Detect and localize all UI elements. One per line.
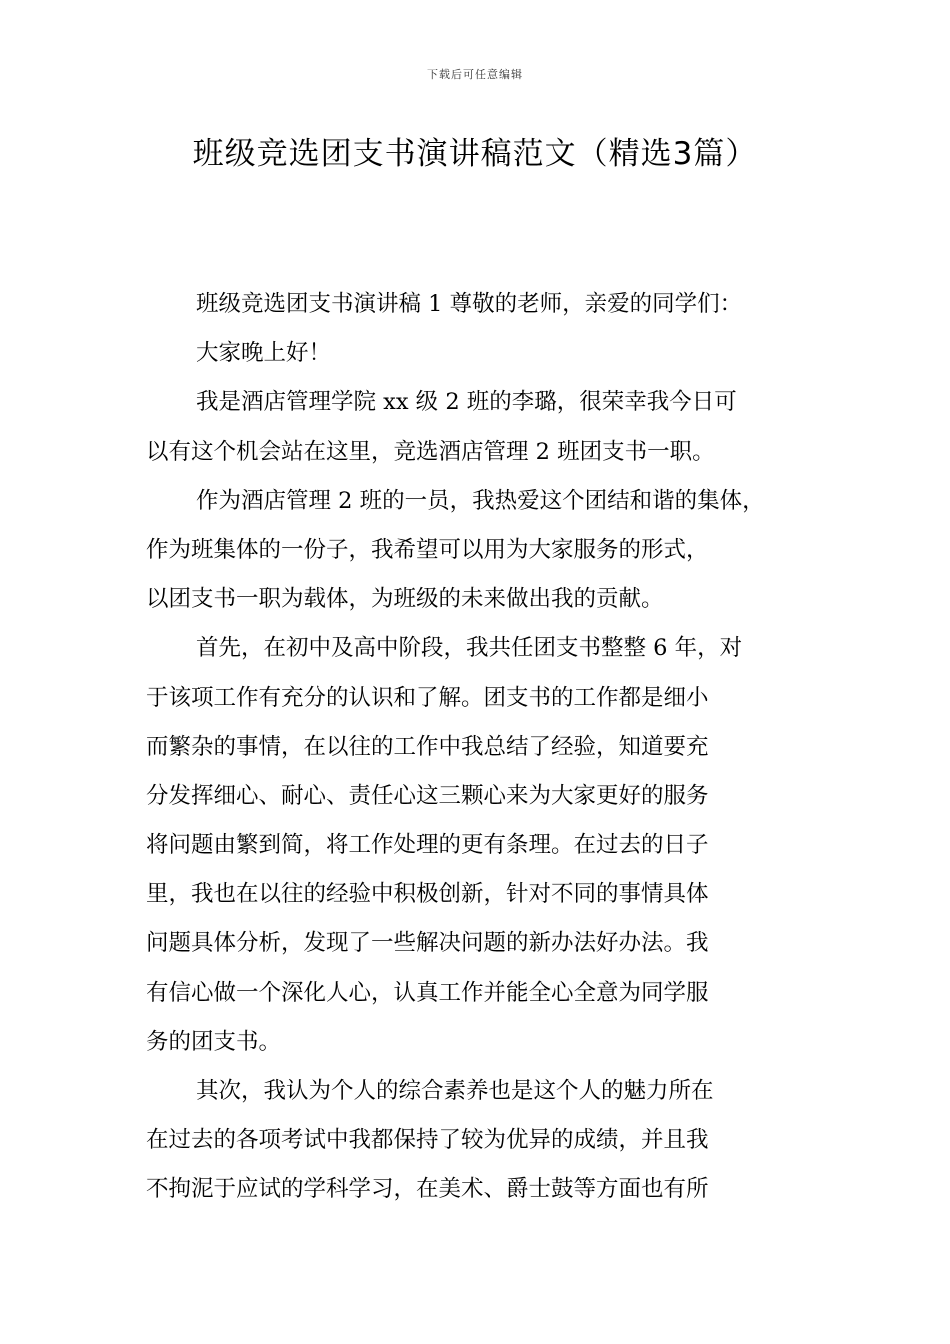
body-line: 而繁杂的事情，在以往的工作中我总结了经验，知道要充 xyxy=(146,733,709,760)
body-line: 里，我也在以往的经验中积极创新，针对不同的事情具体 xyxy=(146,881,709,908)
document-title: 班级竞选团支书演讲稿范文（精选3篇） xyxy=(192,136,758,172)
body-line: 大家晚上好！ xyxy=(196,340,332,367)
body-line: 其次，我认为个人的综合素养也是这个人的魅力所在 xyxy=(196,1078,714,1104)
body-line: 班级竞选团支书演讲稿 1 尊敬的老师，亲爱的同学们： xyxy=(196,291,743,317)
body-line: 作为酒店管理 2 班的一员，我热爱这个团结和谐的集体， xyxy=(196,487,765,514)
body-line: 不拘泥于应试的学科学习，在美术、爵士鼓等方面也有所 xyxy=(146,1176,709,1203)
body-line: 务的团支书。 xyxy=(146,1028,282,1055)
body-line: 在过去的各项考试中我都保持了较为优异的成绩，并且我 xyxy=(146,1127,709,1154)
document-body xyxy=(146,280,810,1215)
body-line: 将问题由繁到简，将工作处理的更有条理。在过去的日子 xyxy=(146,832,709,859)
body-line: 问题具体分析，发现了一些解决问题的新办法好办法。我 xyxy=(146,930,709,957)
header-note: 下载后可任意编辑 xyxy=(427,68,523,81)
body-line: 以团支书一职为载体，为班级的未来做出我的贡献。 xyxy=(146,586,664,613)
body-line: 于该项工作有充分的认识和了解。团支书的工作都是细小 xyxy=(146,684,709,711)
body-line: 以有这个机会站在这里，竞选酒店管理 2 班团支书一职。 xyxy=(146,438,715,465)
body-line: 我是酒店管理学院 xx 级 2 班的李璐，很荣幸我今日可 xyxy=(196,389,737,416)
body-line: 分发挥细心、耐心、责任心这三颗心来为大家更好的服务 xyxy=(146,782,709,809)
body-line: 有信心做一个深化人心，认真工作并能全心全意为同学服 xyxy=(146,979,709,1006)
body-line: 作为班集体的一份子，我希望可以用为大家服务的形式， xyxy=(146,536,709,563)
body-line: 首先，在初中及高中阶段，我共任团支书整整 6 年，对 xyxy=(196,635,743,662)
